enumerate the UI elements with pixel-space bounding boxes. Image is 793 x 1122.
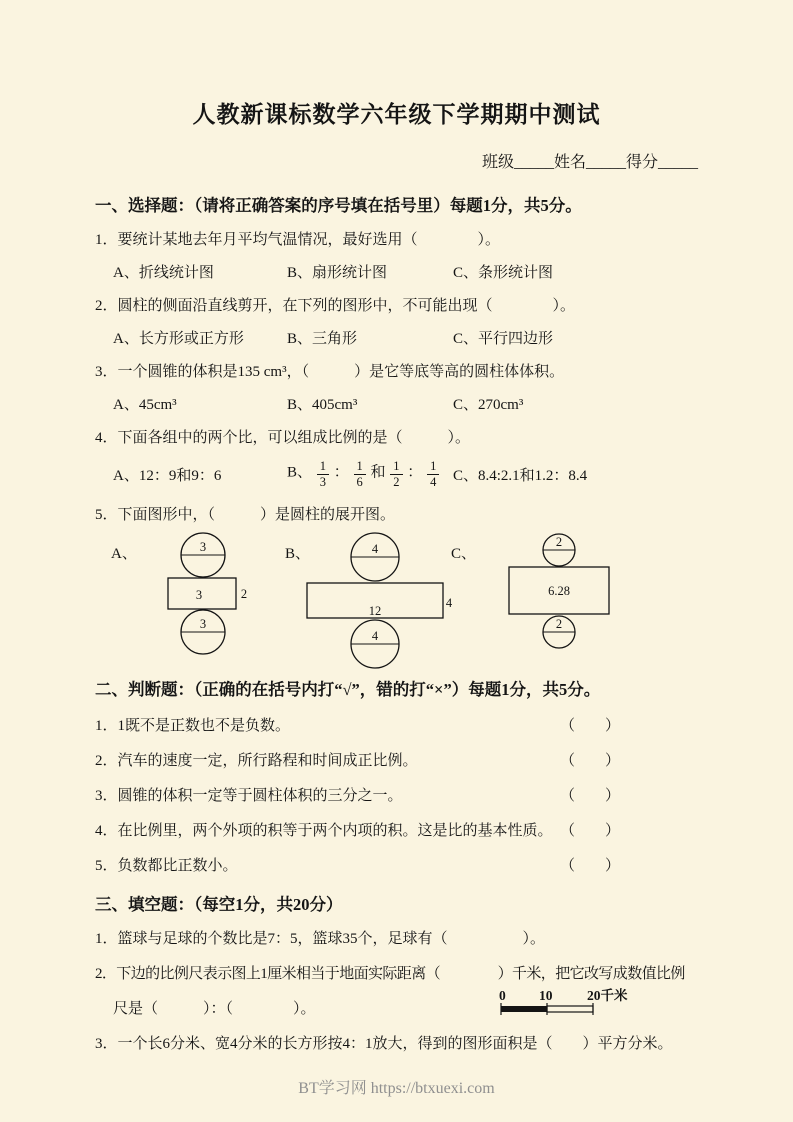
ratio-colon: ： [333,464,349,481]
diagram-c-top-diameter-label: 2 [555,535,563,549]
diagram-a-bottom-diameter-label: 3 [199,617,207,631]
diagram-b-rect-width-label: 12 [368,604,382,618]
q2-option-a: A、长方形或正方形 [113,331,244,347]
diagram-c-label: C、 [451,546,477,562]
fraction-1-2: $\frac{1}{2}$ [390,459,402,489]
map-scale-bar [493,987,653,1021]
q4-option-b-prefix: B、 [287,464,313,481]
diagram-a-rect-width-label: 3 [195,588,203,602]
q3-option-a: A、45cm³ [113,397,177,413]
answer-bracket: （ ） [559,718,620,734]
diagram-b-bottom-diameter-label: 4 [371,629,379,643]
scale-bar-filled-segment [501,1006,547,1012]
fraction-1-3: $\frac{1}{3}$ [317,459,329,489]
q1-option-b: B、扇形统计图 [287,265,388,281]
scale-bar-empty-segment [547,1006,593,1012]
q2-option-b: B、三角形 [287,331,358,347]
ratio-colon: ： [407,464,423,481]
judgment-item-4 [95,819,698,840]
judgment-3-text: 3．圆锥的体积一定等于圆柱体积的三分之一。 [95,788,403,804]
judgment-4-text: 4．在比例里，两个外项的积等于两个内项的积。这是比的基本性质。 [95,823,553,839]
diagram-b-label: B、 [285,546,311,562]
question-4-options [95,457,698,491]
q4-option-c: C、8.4:2.1和1.2：8.4 [453,467,588,484]
fill-question-3: 3．一个长6分米、宽4分米的长方形按4：1放大，得到的图形面积是（ ）平方分米。 [95,1036,673,1052]
diagram-a-rect-height-label: 2 [240,587,248,601]
judgment-1-text: 1．1既不是正数也不是负数。 [95,718,291,734]
scale-label-0: 0 [499,988,506,1003]
answer-bracket: （ ） [559,858,620,874]
question-3-options [95,393,698,414]
q4-option-b [287,459,453,489]
q4-option-a: A、12：9和9：6 [113,467,222,484]
q1-option-a: A、折线统计图 [113,265,214,281]
fill-question-2-line2 [95,988,698,1020]
diagram-a-label: A、 [111,546,137,562]
section2-heading: 二、判断题：（正确的在括号内打“√”，错的打“×”）每题1分，共5分。 [95,680,601,699]
fill-question-2-line2-text: 尺是（ ）：（ ）。 [113,1001,316,1017]
question-1: 1．要统计某地去年月平均气温情况，最好选用（ ）。 [95,232,501,248]
q3-option-c: C、270cm³ [453,397,524,413]
judgment-item-1 [95,714,698,735]
fill-question-2-line1: 2．下边的比例尺表示图上1厘米相当于地面实际距离（ ）千米，把它改写成数值比例 [95,966,685,982]
judgment-2-text: 2．汽车的速度一定，所行路程和时间成正比例。 [95,753,418,769]
diagram-c-bottom-diameter-label: 2 [555,617,563,631]
question-2: 2．圆柱的侧面沿直线剪开，在下列的图形中，不可能出现（ ）。 [95,298,576,314]
section3-heading: 三、填空题：（每空1分，共20分） [95,895,343,914]
judgment-item-3 [95,784,698,805]
q3-option-b: B、405cm³ [287,397,358,413]
cylinder-net-diagram-b [303,532,455,670]
cylinder-net-diagrams [95,532,698,664]
scale-label-10: 10 [539,988,553,1003]
and-connector: 和 [370,464,386,481]
fill-question-1: 1．篮球与足球的个数比是7：5，篮球35个，足球有（ ）。 [95,931,546,947]
q2-option-c: C、平行四边形 [453,331,554,347]
question-3: 3．一个圆锥的体积是135 cm³，（ ）是它等底等高的圆柱体体积。 [95,364,565,380]
question-4: 4．下面各组中的两个比，可以组成比例的是（ ）。 [95,430,471,446]
judgment-item-2 [95,749,698,770]
judgment-item-5 [95,854,698,875]
scale-label-20km: 20千米 [587,988,628,1003]
question-5: 5．下面图形中，（ ）是圆柱的展开图。 [95,507,396,523]
diagram-a-top-diameter-label: 3 [199,540,207,554]
section1-heading: 一、选择题：（请将正确答案的序号填在括号里）每题1分，共5分。 [95,196,582,215]
answer-bracket: （ ） [559,823,620,839]
answer-bracket: （ ） [559,753,620,769]
site-watermark: BT学习网 https://btxuexi.com [298,1080,495,1097]
question-1-options [95,261,698,282]
fraction-1-4: $\frac{1}{4}$ [427,459,439,489]
diagram-c-rect-label: 6.28 [548,584,570,598]
diagram-b-rect-height-label: 4 [445,596,453,610]
diagram-b-top-diameter-label: 4 [371,542,379,556]
q1-option-c: C、条形统计图 [453,265,554,281]
judgment-5-text: 5．负数都比正数小。 [95,858,238,874]
cylinder-net-diagram-c [505,532,617,654]
fraction-1-6: $\frac{1}{6}$ [354,459,366,489]
question-2-options [95,327,698,348]
answer-bracket: （ ） [559,788,620,804]
cylinder-net-diagram-a [141,532,266,664]
page-title: 人教新课标数学六年级下学期期中测试 [192,102,601,127]
student-info-line: 班级_____姓名_____得分_____ [481,154,698,171]
